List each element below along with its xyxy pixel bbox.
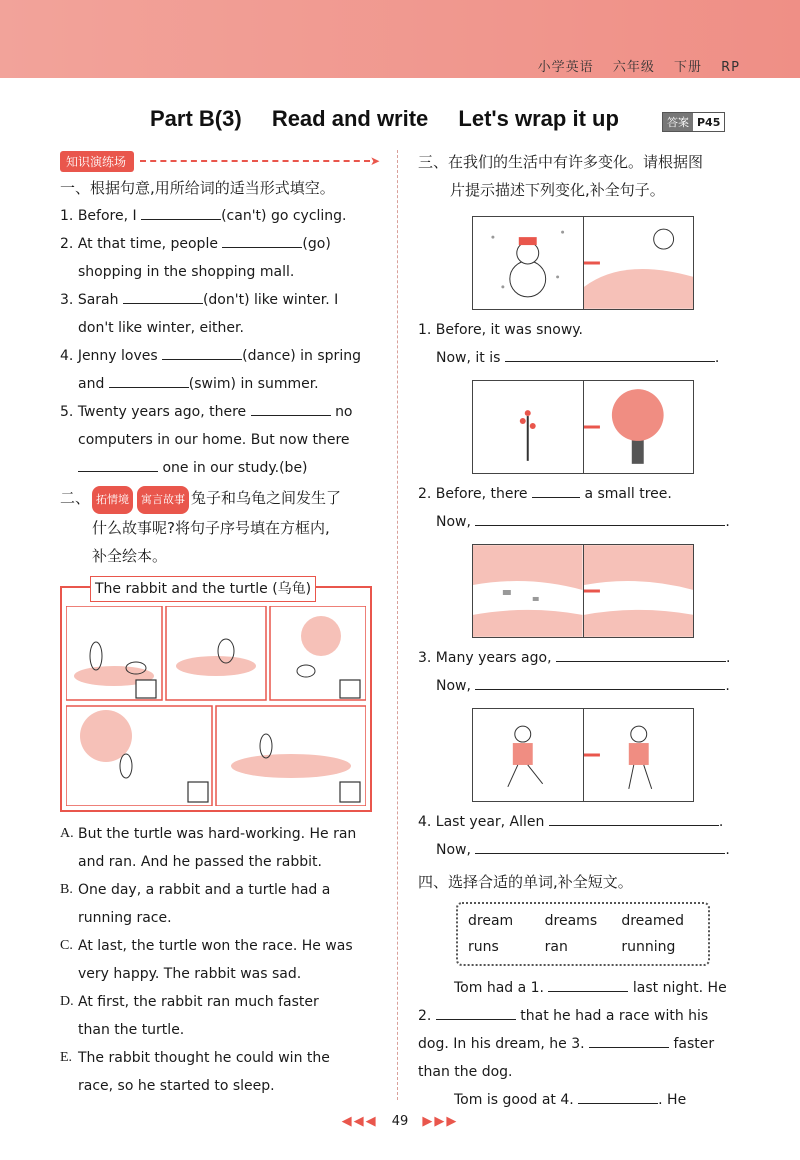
dirty-river-picture [473,545,583,637]
s3-q1: 1. Before, it was snowy. [418,322,584,338]
answer-label: 答案 [663,113,693,131]
blank-3[interactable] [123,287,203,304]
passage-line-3: dog. In his dream, he 3. faster [418,1030,748,1058]
volume: 下册 [673,60,702,75]
option-c: C. At last, the turtle won the race. He was [60,938,353,954]
option-d-cont: than the turtle. [78,1022,185,1038]
q5-cont2: one in our study.(be) [60,454,380,482]
q4: 4. Jenny loves (dance) in spring [60,342,380,370]
s3-q1-now: Now, it is . [418,344,748,372]
option-d: D. At first, the rabbit ran much faster [60,994,319,1010]
passage-line-5: Tom is good at 4. . He [418,1086,748,1114]
left-column [60,148,380,1100]
s3-q4: 4. Last year, Allen . [418,808,748,836]
q3: 3. Sarah (don't) like winter. I [60,286,380,314]
section-4-heading: 四、选择合适的单词,补全短文。 [418,873,633,891]
q1: 1. Before, I (can't) go cycling. [60,202,380,230]
section-1-heading: 一、根据句意,用所给词的适当形式填空。 [60,179,335,197]
subject: 小学英语 [537,60,594,75]
falling-skater-picture [473,709,583,801]
option-c-cont: very happy. The rabbit was sad. [78,966,302,982]
option-b-cont: running race. [78,910,172,926]
section-3-heading: 三、在我们的生活中有许多变化。请根据图 [418,153,704,171]
option-a-cont: and ran. And he passed the rabbit. [78,854,322,870]
section-2-line2: 什么故事呢?将句子序号填在方框内, [92,519,330,537]
passage-line-2: 2. that he had a race with his [418,1002,748,1030]
word-5: ran [544,939,568,955]
snowman-picture [473,217,583,309]
pic-snow-to-sun [472,216,694,310]
word-3: dreamed [621,913,684,929]
tag-context: 拓情境 [92,486,133,514]
title-wrap-up: Let's wrap it up [458,106,619,131]
s3-q2-now: Now, . [418,508,748,536]
q4-cont: and (swim) in summer. [60,370,380,398]
section-banner [60,148,380,174]
title-part: Part B(3) [150,106,242,131]
blank-1[interactable] [141,203,221,220]
option-e-cont: race, so he started to sleep. [78,1078,275,1094]
small-tree-picture [473,381,583,473]
section-2-heading: 二、 拓情境 寓言故事 兔子和乌龟之间发生了 [60,484,380,514]
word-box [456,902,710,966]
section-2-line3: 补全绘本。 [92,547,168,565]
pic-tree-growth [472,380,694,474]
blank-p4[interactable] [578,1087,658,1104]
banner-dots [140,160,370,162]
blank-s3-3b[interactable] [475,673,725,690]
title-read-write: Read and write [271,106,429,131]
q2: 2. At that time, people (go) [60,230,380,258]
big-tree-picture [583,381,694,473]
blank-p2[interactable] [436,1003,516,1020]
prev-arrows-icon: ◀◀◀ [341,1114,378,1129]
next-arrows-icon: ▶▶▶ [422,1114,459,1129]
footer [0,1114,800,1129]
story-title: The rabbit and the turtle (乌龟) [90,576,316,602]
right-column [418,148,748,1114]
passage-line-1: Tom had a 1. last night. He [418,974,748,1002]
sunny-picture [583,217,694,309]
blank-5b[interactable] [78,455,158,472]
option-b: B. One day, a rabbit and a turtle had a [60,882,331,898]
blank-s3-2a[interactable] [532,481,580,498]
banner-arrow-icon: ➤ [369,154,380,168]
pic-river [472,544,694,638]
blank-p3[interactable] [589,1031,669,1048]
s3-q3: 3. Many years ago, . [418,644,748,672]
banner-badge: 知识演练场 [60,151,134,172]
story-illustration [66,606,366,806]
blank-5a[interactable] [251,399,331,416]
word-6: running [621,939,676,955]
passage-line-4: than the dog. [418,1064,513,1080]
blank-s3-3a[interactable] [556,645,726,662]
blank-s3-4b[interactable] [475,837,725,854]
s3-q4-now: Now, . [418,836,748,864]
page-number: 49 [391,1114,409,1129]
q2-cont: shopping in the shopping mall. [78,264,295,280]
page-title [150,106,643,132]
blank-s3-2b[interactable] [475,509,725,526]
blank-p1[interactable] [548,975,628,992]
skating-well-picture [583,709,694,801]
column-divider [397,150,398,1100]
q5-cont: computers in our home. But now there [78,432,350,448]
tag-fable: 寓言故事 [137,486,189,514]
q3-cont: don't like winter, either. [78,320,244,336]
section-3-line2: 片提示描述下列变化,补全句子。 [450,181,665,199]
grade: 六年级 [612,60,655,75]
blank-2[interactable] [222,231,302,248]
s3-q2: 2. Before, there a small tree. [418,480,748,508]
option-e: E. The rabbit thought he could win the [60,1050,330,1066]
s3-q3-now: Now, . [418,672,748,700]
options-list [60,820,380,1100]
pic-skating [472,708,694,802]
answer-tag [662,112,725,132]
blank-4b[interactable] [109,371,189,388]
blank-s3-1[interactable] [505,345,715,362]
blank-s3-4a[interactable] [549,809,719,826]
header-meta [524,56,740,75]
word-2: dreams [544,913,598,929]
word-1: dream [468,913,514,929]
option-a: A. But the turtle was hard-working. He ran [60,826,357,842]
blank-4a[interactable] [162,343,242,360]
q5: 5. Twenty years ago, there no [60,398,380,426]
story-panel [60,581,372,812]
clean-river-picture [583,545,694,637]
edition: RP [721,60,740,75]
word-4: runs [468,939,499,955]
answer-page: P45 [697,115,721,129]
